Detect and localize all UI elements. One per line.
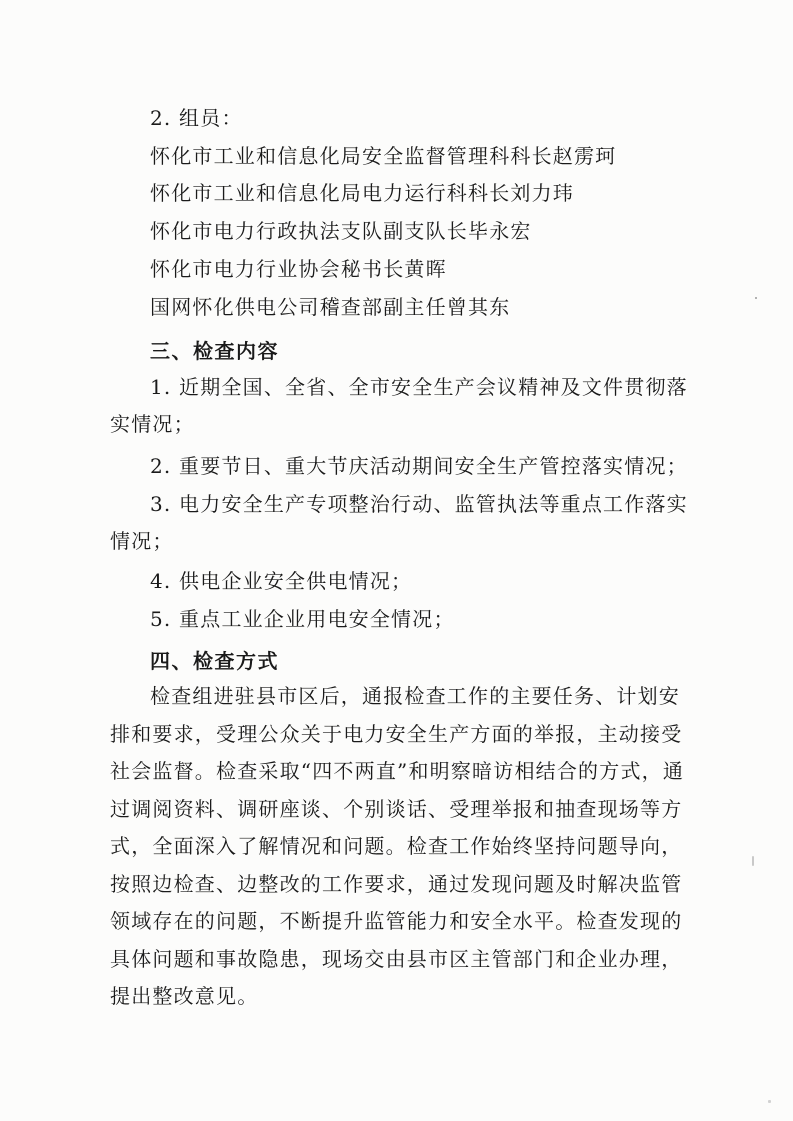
member-1: 怀化市工业和信息化局安全监督管理科科长赵雳珂	[150, 144, 617, 168]
scan-speck	[752, 856, 754, 866]
section4-body: 检查组进驻县市区后，通报检查工作的主要任务、计划安排和要求，受理公众关于电力安全生产方面的举报，主动接受社会监督。检查采取“四不两直”和明察暗访相结合的方式，通过调阅资料、调研座谈、个别谈话、受理举报和抽查现场等方式，全面深入了解情况和问题。检查工作始终坚持问题导向，按照边检查、边整改的工作要求，通过发现问题及时解决监管领域存在的问题，不断提升监管能力和安全水平。检查发现的具体问题和事故隐患，现场交由县市区主管部门和企业办理，提出整改意见。	[110, 684, 685, 1008]
member-3: 怀化市电力行政执法支队副支队长毕永宏	[150, 219, 532, 243]
section4-heading: 四、检查方式	[150, 649, 279, 673]
section3-item-1: 1. 近期全国、全省、全市安全生产会议精神及文件贯彻落实情况；	[110, 375, 688, 436]
members-heading: 2. 组员：	[150, 106, 243, 130]
section3-item-3: 3. 电力安全生产专项整治行动、监管执法等重点工作落实情况；	[110, 492, 688, 553]
section3-heading: 三、检查内容	[150, 339, 279, 363]
member-2: 怀化市工业和信息化局电力运行科科长刘力玮	[150, 181, 574, 205]
member-5: 国网怀化供电公司稽查部副主任曾其东	[150, 295, 511, 319]
scan-speck	[755, 297, 757, 299]
section3-item-5: 5. 重点工业企业用电安全情况；	[150, 607, 455, 631]
section3-item-4: 4. 供电企业安全供电情况；	[150, 569, 413, 593]
section3-item-2: 2. 重要节日、重大节庆活动期间安全生产管控落实情况；	[150, 454, 688, 478]
scan-speck	[768, 1100, 771, 1103]
member-4: 怀化市电力行业协会秘书长黄晖	[150, 257, 447, 281]
